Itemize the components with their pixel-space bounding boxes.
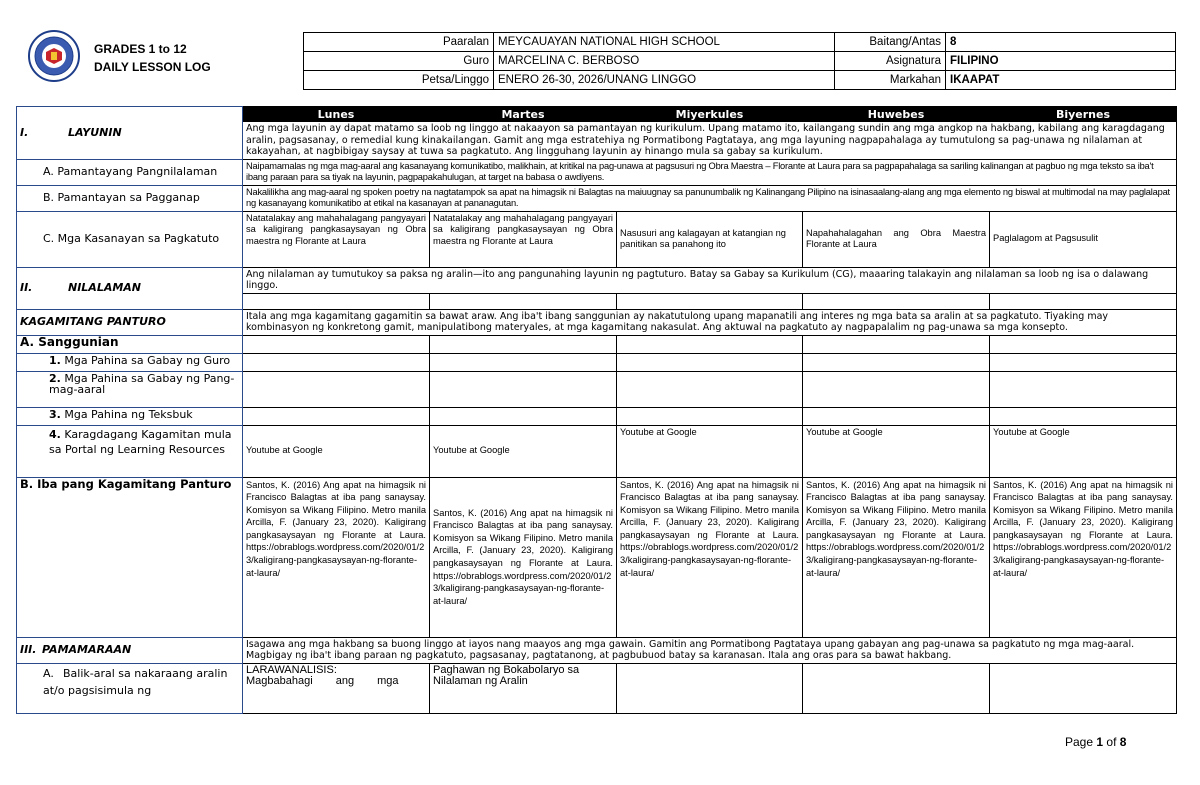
petsa-label: Petsa/Linggo bbox=[304, 71, 494, 90]
iba-pang-label: B. Iba pang Kagamitang Panturo bbox=[17, 477, 243, 637]
balik-aral-num: A. bbox=[43, 666, 54, 680]
gabay-guro-huwebes bbox=[803, 353, 990, 371]
pamamaraan-text: Isagawa ang mga hakbang sa buong linggo at iayos nang maayos ang mga gawain. Gamitin ang Pormatibong Pagtataya upang gabayan ang pag-unawa sa pagkatuto ng mga mag-aaral. Magbigay ng iba't ibang paraan ng pagkatuto, pagsasanay, pagtatanong, at pagbubuod batay sa karanasan. Itala ang oras para sa bawat hakbang. bbox=[243, 637, 1177, 663]
kagamitan-text: Itala ang mga kagamitang gagamitin sa bawat araw. Ang iba't ibang sanggunian ay nakatutulong upang mapanatili ang interes ng mga bata sa aralin at sa pagkatuto. Tiyaking may kombinasyon ng konkretong gamit, manipulatibong materyales, at mga kagamitang nakasulat. Ang aktuwal na pagkatuto ay nagpapalalim ng pag-unawa sa mga konsepto. bbox=[243, 309, 1177, 335]
nilalaman-heading bbox=[17, 267, 243, 309]
teksbuk-martes bbox=[430, 407, 617, 425]
kagamitan-heading: KAGAMITANG PANTURO bbox=[17, 309, 243, 335]
lunes-line-1: LARAWANALISIS: bbox=[246, 663, 337, 676]
iba-pang-martes: Santos, K. (2016) Ang apat na himagsik ni Francisco Balagtas at iba pang sanaysay. Komisyon sa Wikang Filipino. Metro manila Arcilla, F. (January 23, 2020). Kaligirang pangkasaysayan ng Florante at Laura. https://obrablogs.wordpress.com/2020/01/23/kaligirang-pangkasaysayan-ng-florante-at-laura/ bbox=[430, 477, 617, 637]
gabay-guro-biyernes bbox=[990, 353, 1177, 371]
pangnilalaman-text: Naipamamalas ng mga mag-aaral ang kasanayang komunikatibo, malikhain, at kritikal na pag-unawa at pagsusuri ng Obra Maestra – Florante at Laura para sa pagpapahalaga sa sariling kalinangan at pagbuo ng mga teksto sa iba't ibang paraan para sa tiyak na layunin, pagpapakahulugan, at target na babasa o awdiyens. bbox=[243, 159, 1177, 185]
deped-seal-icon bbox=[28, 30, 80, 82]
gabay-mag-aaral-huwebes bbox=[803, 371, 990, 407]
gabay-mag-aaral-martes bbox=[430, 371, 617, 407]
page-total: 8 bbox=[1119, 735, 1127, 749]
nilalaman-martes bbox=[430, 293, 617, 309]
item3-num: 3. bbox=[49, 407, 61, 421]
title-line-1: GRADES 1 to 12 bbox=[94, 42, 187, 56]
pamamaraan-num: III. bbox=[20, 643, 37, 657]
item4-label: Karagdagang Kagamitan mula sa Portal ng Learning Resources bbox=[49, 427, 232, 456]
asignatura-value: FILIPINO bbox=[946, 52, 1176, 71]
kasanayan-martes: Natatalakay ang mahahalagang pangyayari sa kaligirang pangkasaysayan ng Obra maestra ng Florante at Laura bbox=[430, 211, 617, 267]
lesson-log-table bbox=[16, 106, 1177, 714]
markahan-label: Markahan bbox=[835, 71, 946, 90]
guro-value: MARCELINA C. BERBOSO bbox=[494, 52, 835, 71]
teksbuk-miyerkules bbox=[617, 407, 803, 425]
petsa-value: ENERO 26-30, 2026/UNANG LINGGO bbox=[494, 71, 835, 90]
day-header-biyernes: Biyernes bbox=[990, 107, 1177, 122]
teksbuk-lunes bbox=[243, 407, 430, 425]
martes-line-1: Paghawan ng Bokabolaryo sa bbox=[433, 663, 580, 676]
kasanayan-miyerkules: Nasusuri ang kalagayan at katangian ng panitikan sa panahong ito bbox=[617, 211, 803, 267]
gabay-guro-martes bbox=[430, 353, 617, 371]
layunin-text: Ang mga layunin ay dapat matamo sa loob ng linggo at nakaayon sa pamantayan ng kurikulum. Upang matamo ito, kailangang sundin ang mga angkop na hakbang, kabilang ang karagdagang aralin, pagsasanay, o remedial kung kinakailangan. Gamit ang mga estratehiya ng Pormatibong Pagtataya, ang mga layuning nagpapahalaga ay tumutulong sa pag-unawa ng nilalaman at kakayahan, at nagbibigay saysay at tuwa sa pagkatuto. Ang lingguhang layunin ay hinango mula sa gabay sa kurikulum. bbox=[243, 122, 1177, 160]
sanggunian-biyernes bbox=[990, 335, 1177, 353]
page-of: of bbox=[1106, 735, 1117, 749]
nilalaman-title: NILALAMAN bbox=[68, 281, 142, 295]
teksbuk-huwebes bbox=[803, 407, 990, 425]
days-header-row bbox=[17, 107, 1177, 122]
title-line-2: DAILY LESSON LOG bbox=[94, 60, 211, 74]
layunin-heading bbox=[17, 107, 243, 160]
gabay-mag-aaral-miyerkules bbox=[617, 371, 803, 407]
portal-martes: Youtube at Google bbox=[430, 425, 617, 477]
balik-aral-miyerkules bbox=[617, 663, 803, 713]
balik-aral-lunes bbox=[243, 663, 430, 713]
day-header-miyerkules: Miyerkules bbox=[617, 107, 803, 122]
nilalaman-huwebes bbox=[803, 293, 990, 309]
balik-aral-biyernes bbox=[990, 663, 1177, 713]
nilalaman-text: Ang nilalaman ay tumutukoy sa paksa ng aralin—ito ang pangunahing layunin ng pagtuturo. Batay sa Gabay sa Kurikulum (CG), maaaring talakayin ang nilalaman sa loob ng isa o dalawang linggo. bbox=[243, 267, 1177, 293]
header-logo-block bbox=[28, 30, 258, 88]
kasanayan-lunes: Natatalakay ang mahahalagang pangyayari sa kaligirang pangkasaysayan ng Obra maestra ng Florante at Laura bbox=[243, 211, 430, 267]
sanggunian-item-2 bbox=[17, 371, 243, 407]
portal-lunes: Youtube at Google bbox=[243, 425, 430, 477]
info-table bbox=[303, 32, 1176, 90]
item1-num: 1. bbox=[49, 353, 61, 367]
gabay-mag-aaral-lunes bbox=[243, 371, 430, 407]
sanggunian-huwebes bbox=[803, 335, 990, 353]
sanggunian-label: A. Sanggunian bbox=[17, 335, 243, 353]
paaralan-value: MEYCAUAYAN NATIONAL HIGH SCHOOL bbox=[494, 33, 835, 52]
item1-label: Mga Pahina sa Gabay ng Guro bbox=[64, 353, 231, 367]
pangnilalaman-label: A. Pamantayang Pangnilalaman bbox=[17, 159, 243, 185]
pagganap-text: Nakalilikha ang mag-aaral ng spoken poetry na nagtatampok sa apat na himagsik ni Balagtas na maiuugnay sa panunumbalik ng Kalinangang Pilipino na isinasaalang-alang ang mga elemento ng biswal at multimodal na may paglalapat ng kasanayang komunikatibo at etikal na kasanayan at pananagutan. bbox=[243, 185, 1177, 211]
item3-label: Mga Pahina ng Teksbuk bbox=[64, 407, 193, 421]
item4-num: 4. bbox=[49, 427, 61, 441]
paaralan-label: Paaralan bbox=[304, 33, 494, 52]
sanggunian-martes bbox=[430, 335, 617, 353]
page-prefix: Page bbox=[1065, 735, 1094, 749]
portal-miyerkules: Youtube at Google bbox=[617, 425, 803, 477]
document-title bbox=[94, 40, 211, 76]
page-indicator bbox=[1065, 735, 1126, 749]
sanggunian-item-3 bbox=[17, 407, 243, 425]
balik-aral-text: Balik-aral sa nakaraang aralin at/o pagsisimula ng bbox=[43, 666, 228, 697]
baitang-label: Baitang/Antas bbox=[835, 33, 946, 52]
kasanayan-biyernes: Paglalagom at Pagsusulit bbox=[990, 211, 1177, 267]
pagganap-label: B. Pamantayan sa Pagganap bbox=[17, 185, 243, 211]
baitang-value: 8 bbox=[946, 33, 1176, 52]
markahan-value: IKAAPAT bbox=[946, 71, 1176, 90]
layunin-num: I. bbox=[20, 126, 29, 139]
kasanayan-huwebes: Napahahalagahan ang Obra Maestra Florante at Laura bbox=[803, 211, 990, 267]
layunin-title: LAYUNIN bbox=[68, 126, 122, 139]
gabay-guro-miyerkules bbox=[617, 353, 803, 371]
iba-pang-miyerkules: Santos, K. (2016) Ang apat na himagsik ni Francisco Balagtas at iba pang sanaysay. Komisyon sa Wikang Filipino. Metro manila Arcilla, F. (January 23, 2020). Kaligirang pangkasaysayan ng Florante at Laura. https://obrablogs.wordpress.com/2020/01/23/kaligirang-pangkasaysayan-ng-florante-at-laura/ bbox=[617, 477, 803, 637]
day-header-martes: Martes bbox=[430, 107, 617, 122]
item2-label: Mga Pahina sa Gabay ng Pang-mag-aaral bbox=[49, 371, 235, 396]
balik-aral-label bbox=[17, 663, 243, 713]
sanggunian-lunes bbox=[243, 335, 430, 353]
day-header-lunes: Lunes bbox=[243, 107, 430, 122]
day-header-huwebes: Huwebes bbox=[803, 107, 990, 122]
nilalaman-miyerkules bbox=[617, 293, 803, 309]
sanggunian-item-4 bbox=[17, 425, 243, 477]
portal-biyernes: Youtube at Google bbox=[990, 425, 1177, 477]
teksbuk-biyernes bbox=[990, 407, 1177, 425]
item2-num: 2. bbox=[49, 371, 61, 385]
nilalaman-biyernes bbox=[990, 293, 1177, 309]
gabay-guro-lunes bbox=[243, 353, 430, 371]
iba-pang-lunes: Santos, K. (2016) Ang apat na himagsik ni Francisco Balagtas at iba pang sanaysay. Komisyon sa Wikang Filipino. Metro manila Arcilla, F. (January 23, 2020). Kaligirang pangkasaysayan ng Florante at Laura. https://obrablogs.wordpress.com/2020/01/23/kaligirang-pangkasaysayan-ng-florante-at-laura/ bbox=[243, 477, 430, 637]
gabay-mag-aaral-biyernes bbox=[990, 371, 1177, 407]
page-number: 1 bbox=[1096, 735, 1104, 749]
guro-label: Guro bbox=[304, 52, 494, 71]
pamamaraan-heading bbox=[17, 637, 243, 663]
martes-line-2: Nilalaman ng Aralin bbox=[433, 675, 528, 687]
sanggunian-miyerkules bbox=[617, 335, 803, 353]
portal-huwebes: Youtube at Google bbox=[803, 425, 990, 477]
balik-aral-martes bbox=[430, 663, 617, 713]
balik-aral-huwebes bbox=[803, 663, 990, 713]
iba-pang-biyernes: Santos, K. (2016) Ang apat na himagsik ni Francisco Balagtas at iba pang sanaysay. Komisyon sa Wikang Filipino. Metro manila Arcilla, F. (January 23, 2020). Kaligirang pangkasaysayan ng Florante at Laura. https://obrablogs.wordpress.com/2020/01/23/kaligirang-pangkasaysayan-ng-florante-at-laura/ bbox=[990, 477, 1177, 637]
sanggunian-item-1 bbox=[17, 353, 243, 371]
nilalaman-lunes bbox=[243, 293, 430, 309]
kasanayan-label: C. Mga Kasanayan sa Pagkatuto bbox=[17, 211, 243, 267]
asignatura-label: Asignatura bbox=[835, 52, 946, 71]
pamamaraan-title: PAMAMARAAN bbox=[42, 643, 132, 657]
lunes-line-2: Magbabahagi ang mga bbox=[246, 675, 399, 687]
nilalaman-num: II. bbox=[20, 281, 33, 295]
iba-pang-huwebes: Santos, K. (2016) Ang apat na himagsik ni Francisco Balagtas at iba pang sanaysay. Komisyon sa Wikang Filipino. Metro manila Arcilla, F. (January 23, 2020). Kaligirang pangkasaysayan ng Florante at Laura. https://obrablogs.wordpress.com/2020/01/23/kaligirang-pangkasaysayan-ng-florante-at-laura/ bbox=[803, 477, 990, 637]
